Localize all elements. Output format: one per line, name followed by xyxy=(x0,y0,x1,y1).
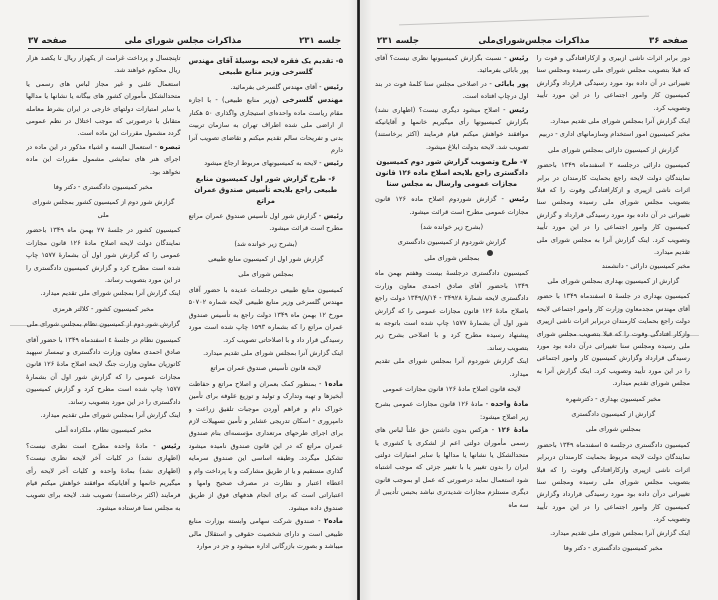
paragraph-text: مخبر کمیسیون نظام، ملکزاده آملی xyxy=(54,426,152,435)
paragraph xyxy=(375,193,529,218)
centered-line xyxy=(375,383,529,395)
paragraph-text: اینک گزارش آنرا بمجلس شورای ملی تقدیم میدارد. xyxy=(40,410,181,419)
left-journal-title: مذاکرات مجلس شورای ملی xyxy=(124,36,242,46)
scan-artifact-line xyxy=(10,325,170,326)
paragraph-text: - در اصلاحی مجلس سنا کلمهٔ فوت در بند اول درچاپ افتاده است. xyxy=(375,79,529,101)
paragraph-text: کمیسیون بهداری در جلسهٔ ۵ اسفندماه ۱۳۴۹ با حضور آقای مهندس مجدمعاون وزارت کار وامور اجتماعی لایحه دولت راجع بحمایت کارمندان دربرابر اثرات ناشی ازپیری وازکار افتادگی وفوت را که قبلا بتصویب مجلس شورای ملی رسیده ومجلس سنا تغییراتی درآن داده بود مورد رسیدگی قرارداد وگزارش کمیسیون کار وامور اجتماعی را در این مورد تأیید وتصویب کرد. اینک گزارش آنرا به مجلس شورای تقدیم میدارد. xyxy=(536,292,690,388)
speaker-name: رئیس xyxy=(509,54,529,62)
left-page-column-right xyxy=(189,52,344,592)
centered-line xyxy=(26,196,181,221)
section-heading xyxy=(189,174,344,207)
paragraph xyxy=(189,284,344,346)
paragraph-text: - آقای مهندس گلسرخی بفرمائید. xyxy=(230,83,324,91)
centered-line xyxy=(537,423,691,435)
centered-line xyxy=(26,303,181,315)
paragraph xyxy=(189,210,344,235)
paragraph-text: اینک گزارش شوردوم آنرا بمجلس شورای ملی تقدیم میدارد. xyxy=(375,357,529,378)
paragraph-text: گزارش از کمیسیون دارائی بمجلس شورای ملی xyxy=(548,145,679,154)
paragraph xyxy=(537,290,691,389)
speaker-name: ماده۲ xyxy=(324,517,343,526)
paragraph-text: گزارش از کمیسیون دادگستری xyxy=(571,409,656,418)
paragraph-text: تاپنجسال و پرداخت غرامت از یکهزار ریال تا یکصد هزار ریال محکوم خواهند شد. xyxy=(26,54,181,75)
centered-line xyxy=(537,393,691,405)
binding-seam xyxy=(357,0,360,600)
paragraph xyxy=(537,260,691,272)
left-session-label: جلسه ۲۳۱ xyxy=(299,36,341,46)
paragraph-text: گزارش از کمیسیون بهداری بمجلس شورای ملی xyxy=(547,276,680,285)
paragraph xyxy=(189,94,344,156)
paragraph xyxy=(26,334,181,408)
paragraph xyxy=(375,398,529,423)
paragraph-text: - بمنظور کمک بعمران و اصلاح مراتع و حفاظت آبخیزها و تهیه وتدارک و تولید و توزیع علوفه برای تأمین خوراک دام و فراهم آوردن موجبات تلفیق زراعت و دامپروری - اسکان تدریجی عشایر و تأمین تسهیلات لازم برای اجرای طرحهای مرتعداری مؤسسه‌ای بنام صندوق عمران مراتع که در این قانون صندوق نامیده میشود تشکیل میگردد. وظیفه اساسی این صندوق سرمایه گذاری مستقیم و یا از طریق مشارکت و یا پرداخت وام و اعطاء اعتبار و نظارت در مصرف صحیح وامها و اعتباراتی است که برای انجام هدفهای فوق از طریق صندوق داده میشود. xyxy=(188,379,343,512)
paragraph-text: مخبر کمیسیون کشور - کلالتر هرمزی xyxy=(52,304,154,313)
speaker-name: رئیس xyxy=(161,441,181,450)
centered-line xyxy=(537,408,691,420)
paragraph-text: کمیسیون دادگستری درجلسهٔ بیست وهفتم بهمن ماه ۱۳۴۹ باحضور آقای صادق احمدی معاون وزارت دادگستری لایحه شمارهٔ ۳۴۹۲۸ - ۱۳۴۹/۸/۱۴ دولت راجع باصلاح مادهٔ ۱۲۶ قانون مجازات عمومی را که گزارش شور اول آن بشمارهٔ ۱۵۷۷ چاپ شده است باتوجه به پیشنهاد رسیده مطرح کرد و با اصلاحی بشرح زیر بتصویب رساند. xyxy=(375,269,529,352)
speaker-name: رئیس xyxy=(323,211,343,220)
paragraph xyxy=(537,128,691,140)
paragraph xyxy=(189,81,344,93)
right-columns xyxy=(375,52,690,592)
binding-shadow xyxy=(348,0,372,600)
paragraph xyxy=(26,52,181,77)
paragraph-text: - اصلاح میشود دیگری نیست؟ (اظهاری نشد) بگزارش کمیسیونها رأی میگیریم خانمها و آقایانیکه موافقند خواهش میکنم قیام فرمایند (اکثر برخاستند) تصویب شد. لایحه بدولت ابلاغ میشود. xyxy=(375,105,529,151)
paragraph xyxy=(537,527,691,539)
paragraph-text: کمیسیون نظام در جلسهٔ ٤ اسفندماه ۱۳۴۹ با حضور آقای صادق احمدی معاون وزارت دادگستری و تیمسار سپهبد کاتوزیان معاون وزارت جنگ لایحه اصلاح مادهٔ ۱۲۶ قانون مجازات عمومی را که گزارش شور اول آن بشمارهٔ ۱۵۷۷ چاپ شده است مطرح کرد و گزارش کمیسیون دادگستری را در این مورد بتصویب رساند. xyxy=(26,335,181,406)
paragraph-text: مخبر کمیسیون بهداری - دکترشهره xyxy=(565,394,661,403)
paragraph-text: - صندوق شرکت سهامی وابسته بوزارت منابع طبیعی است و دارای شخصیت حقوقی و استقلال مالی میباشد و بصورت بازرگانی اداره میشود و جز در موارد xyxy=(188,517,343,550)
paragraph-text: - هرکس بدون داشتن حق علناً لباس های رسمی مأموران دولتی اعم از لشکری یا کشوری یا متحدالشکل یا نشانها یا مدالها یا سایر امتیازات دولتی ایران را بدون تغییر یا با تغییر جزئی که موجب اشتباه شود استعمال نماید درصورتی که عمل او بموجب قانون دیگری مستلزم مجازات شدیدتری نباشد بحبس تأدیبی از سه ماه xyxy=(375,426,529,509)
paragraph-text: اینک گزارش آنرا بمجلس شورای ملی تقدیم میدارد. xyxy=(40,289,181,298)
paragraph xyxy=(189,378,344,514)
right-page-number: صفحه ۳۶ xyxy=(649,36,688,46)
paragraph-text: - مادهٔ ۱۲۶ قانون مجازات عمومی بشرح زیر اصلاح میشود: xyxy=(375,400,529,421)
paragraph-text: استعمال علنی و غیر مجاز لباس های رسمی یا متحدالشکل مأموران کشور های بیگانه یا نشانها یا مدالها یا سایر امتیازات دولتهای خارجی در ایران بشرط معامله متقابل یا درصورتی که موجب اختلال در نظم عمومی گردد مشمول مقررات این ماده است. xyxy=(26,79,181,138)
paragraph-text: لایحه قانون تأسیس صندوق عمران مراتع xyxy=(210,364,322,373)
paragraph xyxy=(537,159,691,258)
right-journal-title: مذاکرات مجلس‌شورای‌ملی xyxy=(478,36,590,46)
paragraph-text: مخبر کمیسیون دادگستری - دکتر وفا xyxy=(53,183,153,192)
left-page-number: صفحه ۳۷ xyxy=(28,36,67,46)
right-running-head xyxy=(377,32,688,49)
left-columns xyxy=(26,52,343,592)
scan-artifact-line xyxy=(399,16,649,26)
paragraph-text: (بشرح زیر خوانده شد) xyxy=(234,239,298,248)
section-heading xyxy=(375,157,529,190)
paragraph xyxy=(375,424,529,511)
speaker-name: مادهٔ ۱۲۶ xyxy=(497,426,529,435)
paragraph xyxy=(537,52,691,114)
paragraph xyxy=(375,267,529,354)
centered-line xyxy=(537,542,691,554)
speaker-name: رئیس xyxy=(323,83,343,91)
speaker-name: ماده۱ xyxy=(324,379,343,388)
centered-line xyxy=(189,253,344,265)
paragraph xyxy=(375,355,529,380)
paragraph-text: اینک گزارش آنرا بمجلس شورای ملی تقدیم میدارد. xyxy=(550,117,690,126)
right-session-label: جلسه ۲۳۱ xyxy=(377,36,419,46)
paragraph-text: کمیسیون دادگستری درجلسه ۵ اسفندماه ۱۳۴۹ باحضور نمایندگان دولت لایحه مربوط بحمایت کارمندان دربرابر اثرات ناشی ازپیری وازکارافتادگی وفوت را که قبلا بتصویب مجلس شورای ملی رسیده ومجلس سنا تغییراتی درآن داده بود مورد رسیدگی قرارداد وگزارش کمیسیون کار وامور اجتماعی را در این مورد تأیید وتصویب کرد. xyxy=(536,440,690,524)
paragraph-text: بمجلس شورای ملی xyxy=(585,425,641,434)
paragraph-text: گزارش شوردوم از کمیسیون دادگستری xyxy=(397,238,506,247)
paragraph-text: کمیسیون دارائی درجلسه ۲ اسفندماه ۱۳۴۹ باحضور نمایندگان دولت لایحه راجع بحمایت کارمندان در برابر اثرات ناشی ازپیری و ازکارافتادگی وفوت را که قبلا بتصویب مجلس شورای ملی رسیده ومجلس سنا تغییراتی در آن داده بود مورد رسیدگی قرارداد و گزارش کمیسیون کار وامور اجتماعی را در این مورد تأیید وتصویب کرد. اینک گزارش آنرا به مجلس شورای ملی تقدیم میدارد. xyxy=(536,161,690,257)
paragraph-text: اینک گزارش آنرا بمجلس شورای ملی تقدیم میدارد. xyxy=(550,528,690,537)
speaker-name: پور بابائی xyxy=(494,79,529,88)
paragraph xyxy=(26,440,181,514)
paragraph-text: گزارش شور اول از کمیسیون منابع طبیعی xyxy=(208,255,324,264)
speaker-name: رئیس xyxy=(323,159,343,168)
paragraph-text: - گزارش شوردوم اصلاح ماده ۱۲۶ قانون مجازات عمومی مطرح است قرائت میشود. xyxy=(375,195,529,216)
paragraph-text: دور برابر اثرات ناشی ازبیری و ازکارافتادگی و فوت را که قبلا بتصویب مجلس شورای ملی رسیده ومجلس سنا تغییراتی در آن داده بود مورد رسیدگی قرارداد وگزارش کمیسیون کار وامور اجتماعی را در این مورد تأیید وتصویب کرد. xyxy=(536,54,690,112)
paragraph xyxy=(26,224,181,286)
centered-line xyxy=(26,424,181,436)
paragraph xyxy=(189,515,344,552)
paragraph-text: - نسبت بگزارش کمیسیونها نظری نیست؟ آقای پور بابائی بفرمائید. xyxy=(375,54,529,75)
paragraph-text: مخبر کمیسیون امور استخدام وسازمانهای اداری - دربیم xyxy=(538,130,690,139)
centered-line xyxy=(375,236,529,248)
centered-line xyxy=(189,268,344,280)
paragraph xyxy=(26,409,181,421)
paragraph-text: (بشرح زیر خوانده شد) xyxy=(420,223,484,232)
paragraph xyxy=(26,78,181,140)
right-page-column-right xyxy=(537,52,691,592)
paragraph-text: (وزیر منابع طبیعی) - با اجازه مقام ریاست ماده واحده‌ای استیجاری واگذاری ۵۰ هکتار از اراضی ملی شده اطراف تهران به سازمان تربیت بدنی و تفریحات سالم تقدیم میکنم و تقاضای تصویب آنرا دارم xyxy=(188,96,343,155)
paragraph-text: - گزارش شور اول تأسیس صندوق عمران مراتع مطرح است قرائت میشود. xyxy=(188,211,343,233)
paragraph xyxy=(375,104,529,154)
paragraph-text: گزارش شور دوم از کمیسیون نظام بمجلس شورای ملی xyxy=(26,320,180,329)
right-page-column-left xyxy=(375,52,529,592)
speaker-name: تبصره xyxy=(159,142,181,151)
ink-blot xyxy=(487,250,493,256)
paragraph-text: گزارش شور دوم از کمیسیون کشور بمجلس شورای ملی xyxy=(32,198,175,219)
paragraph-text: لایحه قانون اصلاح مادهٔ ۱۲۶ قانون مجازات عمومی xyxy=(382,384,521,393)
paragraph xyxy=(375,78,529,103)
paragraph xyxy=(26,287,181,299)
paragraph-text: کمیسیون کشور در جلسهٔ ۲۷ بهمن ماه ۱۳۴۹ باحضور نمایندگان دولت لایحه اصلاح مادهٔ ۱۲۶ قانون مجازات عمومی را که گزارش شور اول آن بشمارهٔ ۱۵۷۷ چاپ شده است مطرح کرد و گزارش کمیسیون دادگستری را در این مورد بتصویب رساند. xyxy=(26,226,181,284)
paragraph xyxy=(375,52,529,77)
paragraph-text: اینک گزارش آنرا بمجلس شورای ملی تقدیم میدارد. xyxy=(203,348,343,357)
paragraph xyxy=(26,141,181,178)
centered-line xyxy=(375,252,529,264)
paragraph xyxy=(537,439,691,526)
centered-line xyxy=(189,238,344,250)
paragraph xyxy=(537,115,691,127)
section-heading xyxy=(189,56,344,78)
speaker-name: مهندس گلسرخی xyxy=(282,96,343,105)
paragraph-text: کمیسیون منابع طبیعی درجلسات عدیده با حضور آقای مهندس گلسرخی وزیر منابع طبیعی لایحه شماره ۵۰۷۰۲ مورخ ۱۲ بهمن ماه ۱۳۴۹ دولت راجع به تأسیس صندوق عمران مراتع را که بشماره ۱۵۹۳ چاپ شده است مورد رسیدگی قرار داد و با اصلاحاتی تصویب کرد. xyxy=(188,285,343,344)
paragraph-text: مخبر کمیسیون دادگستری - دکتر وفا xyxy=(563,544,663,553)
paragraph-text: بمجلس شورای ملی xyxy=(424,253,480,262)
left-page-column-left xyxy=(26,52,181,592)
paragraph-text: مخبر کمیسیون دارائی - دانشمند xyxy=(601,261,690,270)
paragraph-text: ۷- طرح وتصویب گزارش شور دوم کمیسیون دادگستری راجع بلایحه اصلاح ماده ۱۲۶ قانون مجازات عمومی وارسال به مجلس سنا xyxy=(375,158,528,189)
paragraph-text: ۵- تقدیم یک فقره لایحه بوسیلهٔ آقای مهندس گلسرخی وزیر منابع طبیعی xyxy=(188,57,343,76)
paragraph-text: - مادهٔ واحده مطرح است نظری نیست؟ (اظهاری نشد) در کلیات آخر لایحه نظری نیست؟ (اظهاری نشد) بمادهٔ واحده و کلیات آخر لایحه رأی میگیریم خانمها و آقایانیکه موافقند خواهش میکنم قیام فرمایند (اکثر برخاستند) تصویب شد. لایحه برای تصویب به مجلس سنا فرستاده میشود. xyxy=(26,441,181,512)
paragraph-text: بمجلس شورای ملی xyxy=(238,270,294,279)
paragraph xyxy=(189,347,344,359)
centered-line xyxy=(26,181,181,193)
speaker-name: مادهٔ واحده xyxy=(490,400,529,409)
paragraph-text: - استعمال البسه و اشیاء مذکور در این ماده در اجرای هنر های نمایشی مشمول مقررات این ماده نخواهد بود. xyxy=(26,142,181,176)
paragraph-text: ۶- طرح گزارش شور اول کمیسیون منابع طبیعی راجع بلایحه تأسیس صندوق عمران مراتع xyxy=(194,174,338,205)
left-running-head xyxy=(28,32,341,49)
right-page xyxy=(359,0,718,600)
speaker-name: رئیس xyxy=(509,105,529,114)
centered-line xyxy=(375,221,529,233)
speaker-name: رئیس xyxy=(509,195,529,204)
centered-line xyxy=(189,362,344,374)
paragraph xyxy=(189,157,344,169)
scan-artifact-line xyxy=(559,335,699,336)
centered-line xyxy=(537,275,691,287)
centered-line xyxy=(537,144,691,156)
paragraph-text: - لایحه به کمیسیونهای مربوط ارجاع میشود xyxy=(204,159,324,168)
